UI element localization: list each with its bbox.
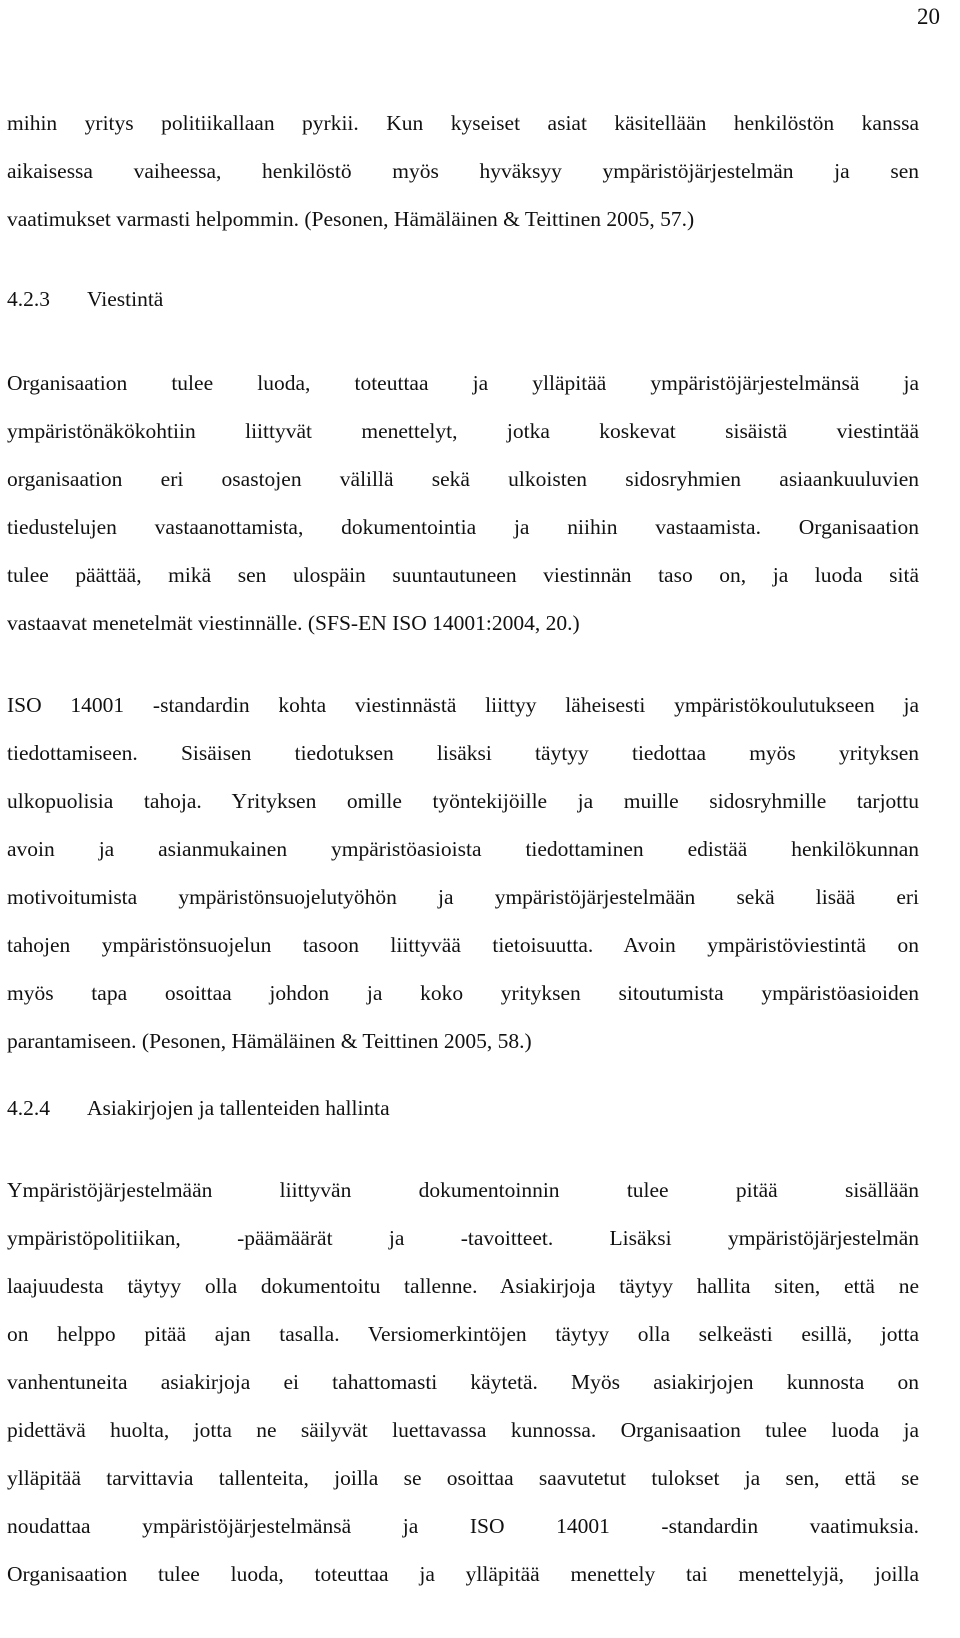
text-line: myös tapa osoittaa johdon ja koko yrityksen sitoutumista ympäristöasioiden (7, 981, 919, 1005)
text-line: ympäristönäkökohtiin liittyvät menettelyt, jotka koskevat sisäistä viestintää (7, 419, 919, 443)
page-number: 20 (917, 4, 940, 29)
text-line: parantamiseen. (Pesonen, Hämäläinen & Teittinen 2005, 58.) (7, 1029, 532, 1053)
text-line: tiedustelujen vastaanottamista, dokumentointia ja niihin vastaamista. Organisaation (7, 515, 919, 539)
text-line: on helppo pitää ajan tasalla. Versiomerkintöjen täytyy olla selkeästi esillä, jotta (7, 1322, 919, 1346)
text-line: organisaation eri osastojen välillä sekä ulkoisten sidosryhmien asiaankuuluvien (7, 467, 919, 491)
text-line: vanhentuneita asiakirjoja ei tahattomasti käytetä. Myös asiakirjojen kunnosta on (7, 1370, 919, 1394)
section-title: Asiakirjojen ja tallenteiden hallinta (87, 1096, 390, 1120)
section-number: 4.2.3 (7, 287, 50, 311)
text-line: avoin ja asianmukainen ympäristöasioista tiedottaminen edistää henkilökunnan (7, 837, 919, 861)
paragraph-4 (7, 1166, 919, 1598)
text-line: tiedottamiseen. Sisäisen tiedotuksen lisäksi täytyy tiedottaa myös yrityksen (7, 741, 919, 765)
text-line: mihin yritys politiikallaan pyrkii. Kun kyseiset asiat käsitellään henkilöstön kanssa (7, 111, 919, 135)
text-line: Ympäristöjärjestelmään liittyvän dokumentoinnin tulee pitää sisällään (7, 1178, 919, 1202)
text-line: tahojen ympäristönsuojelun tasoon liittyvää tietoisuutta. Avoin ympäristöviestintä on (7, 933, 919, 957)
text-line: vastaavat menetelmät viestinnälle. (SFS-EN ISO 14001:2004, 20.) (7, 611, 580, 635)
paragraph-3 (7, 681, 919, 1065)
text-line: tulee päättää, mikä sen ulospäin suuntautuneen viestinnän taso on, ja luoda sitä (7, 563, 919, 587)
section-title: Viestintä (87, 287, 164, 311)
text-line: ylläpitää tarvittavia tallenteita, joilla se osoittaa saavutetut tulokset ja sen, että se (7, 1466, 919, 1490)
section-heading-4-2-4 (7, 1084, 390, 1132)
text-line: noudattaa ympäristöjärjestelmänsä ja ISO 14001 -standardin vaatimuksia. (7, 1514, 919, 1538)
section-heading-4-2-3 (7, 275, 163, 323)
text-line: vaatimukset varmasti helpommin. (Pesonen, Hämäläinen & Teittinen 2005, 57.) (7, 207, 695, 231)
text-line: motivoitumista ympäristönsuojelutyöhön ja ympäristöjärjestelmään sekä lisää eri (7, 885, 919, 909)
text-line: pidettävä huolta, jotta ne säilyvät luettavassa kunnossa. Organisaation tulee luoda ja (7, 1418, 919, 1442)
text-line: Organisaation tulee luoda, toteuttaa ja ylläpitää ympäristöjärjestelmänsä ja (7, 371, 919, 395)
text-line: ympäristöpolitiikan, -päämäärät ja -tavoitteet. Lisäksi ympäristöjärjestelmän (7, 1226, 919, 1250)
paragraph-2 (7, 359, 919, 647)
text-line: ulkopuolisia tahoja. Yrityksen omille työntekijöille ja muille sidosryhmille tarjottu (7, 789, 919, 813)
text-line: ISO 14001 -standardin kohta viestinnästä liittyy läheisesti ympäristökoulutukseen ja (7, 693, 919, 717)
paragraph-1 (7, 99, 919, 243)
text-line: Organisaation tulee luoda, toteuttaa ja ylläpitää menettely tai menettelyjä, joilla (7, 1562, 919, 1586)
text-line: aikaisessa vaiheessa, henkilöstö myös hyväksyy ympäristöjärjestelmän ja sen (7, 159, 919, 183)
text-line: laajuudesta täytyy olla dokumentoitu tallenne. Asiakirjoja täytyy hallita siten, että ne (7, 1274, 919, 1298)
section-number: 4.2.4 (7, 1096, 50, 1120)
